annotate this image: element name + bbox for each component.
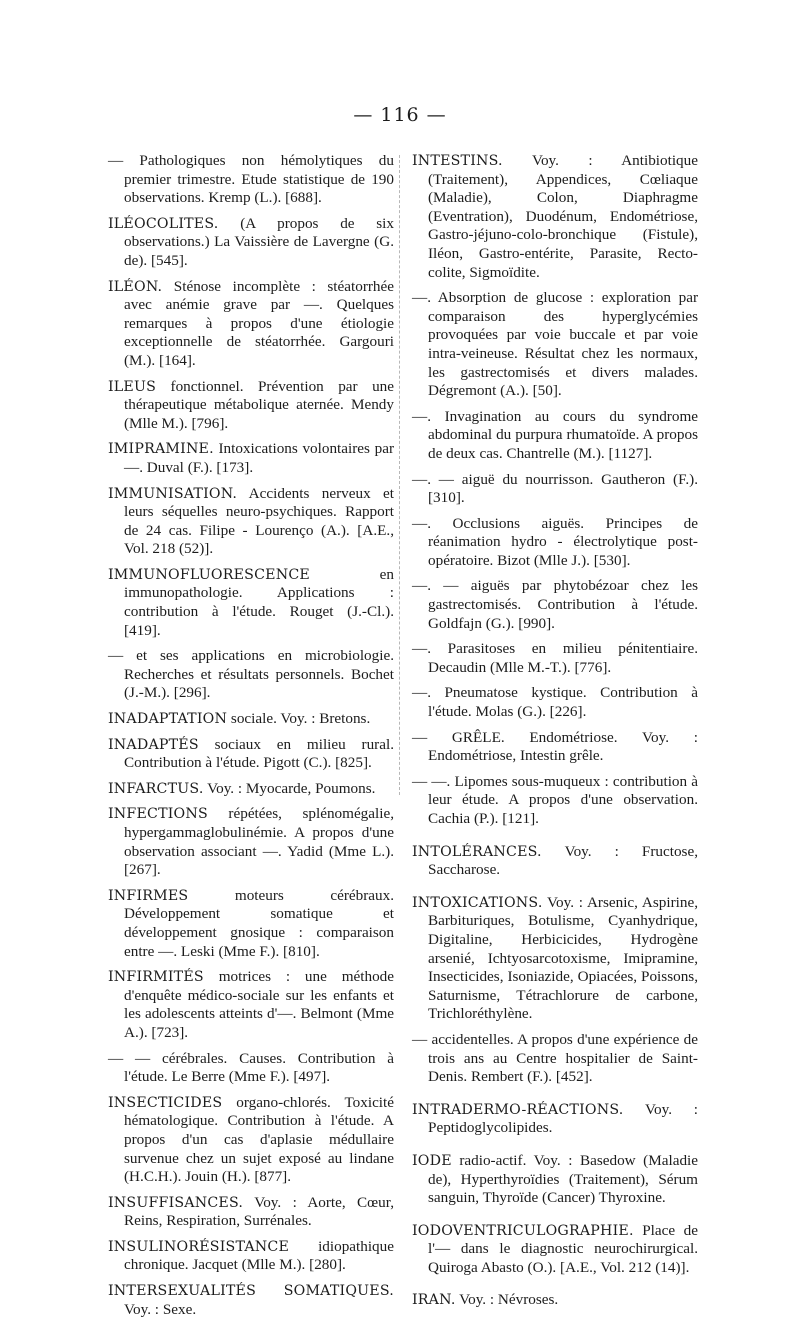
index-entry (108, 1050, 394, 1087)
entry-heading: INFECTIONS (108, 806, 208, 823)
index-entry (108, 1194, 394, 1231)
entry-text: Voy. : Myocarde, Poumons. (207, 779, 376, 797)
entry-text: —. Pneumatose kystique. Contribution à l'étude. Molas (G.). [226]. (412, 684, 698, 721)
entry-heading: IRAN. (412, 1292, 456, 1309)
index-entry (108, 440, 394, 477)
entry-text: motrices : une méthode d'enquête médico-sociale sur les enfants et les adolescents atteints d'—. Belmont (Mme A.). [723]. (124, 968, 394, 1041)
entry-text: Place de l'— dans le diagnostic neurochirurgical. Quiroga Abasto (O.). [A.E., Vol. 212 (14)]. (428, 1221, 698, 1276)
entry-heading: INFIRMITÉS (108, 969, 204, 986)
index-entry (412, 289, 698, 401)
index-entry (412, 843, 698, 880)
entry-heading: ILEUS (108, 378, 157, 395)
index-entry (108, 805, 394, 879)
entry-text: Sténose incomplète : stéatorrhée avec anémie grave par —. Quelques remarques à propos d'une étiologie exceptionnelle de stéatorrhée. Gargouri (M.). [164]. (124, 277, 395, 369)
entry-text: idiopathique chronique. Jacquet (Mlle M.). [280]. (124, 1237, 394, 1274)
column-divider (399, 155, 400, 795)
index-entry (412, 408, 698, 464)
entry-heading: INADAPTATION (108, 711, 228, 728)
entry-text: (A propos de six observations.) La Vaissière de Lavergne (G. de). [545]. (124, 214, 394, 269)
entry-heading: IODE (412, 1152, 452, 1169)
entry-text: —. — aiguë du nourrisson. Gautheron (F.). [310]. (412, 470, 698, 507)
index-entry (108, 152, 394, 208)
entry-text: sociale. Voy. : Bretons. (230, 710, 371, 728)
entry-text: organo-chlorés. Toxicité hématologique. Contribution à l'étude. A propos d'un cas d'aplasie médullaire survenue chez un sujet exposé au lindane (H.C.H.). Jouin (H.). [877]. (124, 1093, 394, 1186)
entry-heading: IMIPRAMINE. (108, 441, 214, 458)
entry-text: —. Occlusions aiguës. Principes de réanimation hydro - électrolytique post-opératoire. Bizot (Mlle J.). [530]. (412, 514, 698, 569)
entry-text: Voy. : Arsenic, Aspirine, Barbituriques, Botulisme, Cyanhydrique, Digitaline, Herbicicides, Hydrogène arsenié, Ichtyosarcotoxisme, Imipramine, Insecticides, Isoniazide, Opiacées, Poissons, Saturnisme, Tétrachlorure de carbone, Trichloréthylène. (428, 893, 698, 1023)
index-entry (412, 684, 698, 721)
entry-text: — GRÊLE. Endométriose. Voy. : Endométriose, Intestin grêle. (412, 728, 698, 765)
index-entry (108, 485, 394, 559)
entry-heading: IMMUNISATION. (108, 485, 238, 502)
entry-text: —. Invagination au cours du syndrome abdominal du purpura rhumatoïde. A propos de deux cas. Chantrelle (M.). [1127]. (412, 407, 698, 462)
index-entry (412, 577, 698, 633)
entry-text: Accidents nerveux et leurs séquelles neuro-psychiques. Rapport de 24 cas. Filipe - Lourenço (A.). [A.E., Vol. 218 (52)]. (124, 484, 394, 558)
entry-text: —. Parasitoses en milieu pénitentiaire. Decaudin (Mlle M.-T.). [776]. (412, 640, 698, 676)
index-entry (412, 152, 698, 282)
entry-text: Voy. : Aorte, Cœur, Reins, Respiration, Surrénales. (124, 1193, 394, 1230)
entry-text: — — cérébrales. Causes. Contribution à l'étude. Le Berre (Mme F.). [497]. (108, 1049, 394, 1086)
entry-text: — —. Lipomes sous-muqueux : contribution à leur étude. A propos d'une observation. Cachia (P.). [121]. (412, 772, 698, 827)
entry-text: moteurs cérébraux. Développement somatique et développement gnosique : comparaison entre —. Leski (Mme F.). [810]. (124, 886, 395, 960)
index-entry (412, 1291, 698, 1310)
entry-text: Intoxications volontaires par —. Duval (F.). [173]. (124, 440, 394, 476)
index-entry (108, 215, 394, 271)
entry-text: sociaux en milieu rural. Contribution à l'étude. Pigott (C.). [825]. (124, 735, 394, 772)
entry-heading: INTOXICATIONS. (412, 894, 543, 911)
entry-heading: INTESTINS. (412, 153, 503, 169)
entry-text: Voy. : Fructose, Saccharose. (428, 842, 698, 879)
entry-heading: INFARCTUS. (108, 780, 204, 797)
index-entry (108, 780, 394, 799)
entry-heading: ILÉOCOLITES. (108, 215, 219, 232)
entry-text: Voy. : Névroses. (459, 1291, 559, 1309)
entry-text: répétées, splénomégalie, hypergammaglobulinémie. A propos d'une observation associant —. Yadid (Mme L.). [267]. (124, 805, 394, 879)
entry-text: —. Absorption de glucose : exploration par comparaison des hyperglycémies provoquées par voie buccale et par voie intra-veineuse. Résultat chez les normaux, les gastrectomisés et divers malades. Dégremont (A.). [50]. (412, 289, 698, 400)
index-entry (412, 894, 698, 1024)
index-entry (412, 1101, 698, 1138)
page-number: — 116 — (353, 104, 447, 126)
entry-text: radio-actif. Voy. : Basedow (Maladie de), Hyperthyroïdies (Traitement), Sérum sanguin, Thyroïde (Cancer) Thyroxine. (428, 1151, 698, 1207)
entry-text: — et ses applications en microbiologie. Recherches et résultats personnels. Bochet (J.-M.). [296]. (108, 647, 394, 702)
entry-heading: INADAPTÉS (108, 736, 199, 753)
entry-heading: IMMUNOFLUORESCENCE (108, 566, 310, 583)
left-column (108, 152, 394, 1326)
index-entry (108, 736, 394, 773)
entry-text: Voy. : Peptidoglycolipides. (428, 1100, 698, 1137)
index-entry (108, 710, 394, 729)
entry-heading: INSULINORÉSISTANCE (108, 1238, 290, 1255)
entry-heading: IODOVENTRICULOGRAPHIE. (412, 1222, 634, 1239)
entry-heading: INSECTICIDES (108, 1094, 223, 1111)
index-entry (108, 647, 394, 703)
index-entry (108, 887, 394, 961)
right-column (412, 152, 698, 1317)
index-entry (108, 278, 394, 371)
index-entry (412, 729, 698, 766)
index-entry (412, 1222, 698, 1278)
entry-text: Voy. : Sexe. (124, 1300, 197, 1318)
entry-text: — Pathologiques non hémolytiques du premier trimestre. Etude statistique de 190 observations. Kremp (L.). [688]. (108, 152, 394, 207)
entry-text: — accidentelles. A propos d'une expérience de trois ans au Centre hospitalier de Saint-Denis. Rembert (F.). [452]. (412, 1030, 698, 1086)
entry-heading: INTOLÉRANCES. (412, 843, 542, 860)
index-entry (412, 1152, 698, 1208)
entry-heading: INTRADERMO-RÉACTIONS. (412, 1101, 624, 1118)
index-entry (108, 968, 394, 1042)
index-entry (108, 566, 394, 640)
entry-heading: ILÉON. (108, 278, 163, 295)
entry-text: en immunopathologie. Applications : contribution à l'étude. Rouget (J.-Cl.). [419]. (124, 565, 394, 639)
index-entry (412, 1031, 698, 1087)
index-entry (108, 378, 394, 434)
entry-heading: INSUFFISANCES. (108, 1194, 244, 1211)
index-entry (108, 1094, 394, 1187)
entry-text: Voy. : Antibiotique (Traitement), Appendices, Cœliaque (Maladie), Colon, Diaphragme (Eventration), Duodénum, Endométriose, Gastro-jéjuno-colo-bronchique (Fistule), Iléon, Gastro-entérite, Parasite, Recto-colite, Sigmoïdite. (428, 152, 698, 281)
index-entry (108, 1282, 394, 1319)
entry-text: fonctionnel. Prévention par une thérapeutique métabolique aternée. Mendy (Mlle M.). [796]. (124, 377, 394, 432)
index-entry (412, 773, 698, 829)
entry-heading: INTERSEXUALITÉS SOMATIQUES. (108, 1283, 394, 1300)
index-entry (412, 640, 698, 677)
index-entry (412, 515, 698, 571)
entry-text: —. — aiguës par phytobézoar chez les gastrectomisés. Contribution à l'étude. Goldfajn (G.). [990]. (412, 577, 698, 632)
entry-heading: INFIRMES (108, 887, 189, 904)
index-entry (108, 1238, 394, 1275)
index-entry (412, 471, 698, 508)
